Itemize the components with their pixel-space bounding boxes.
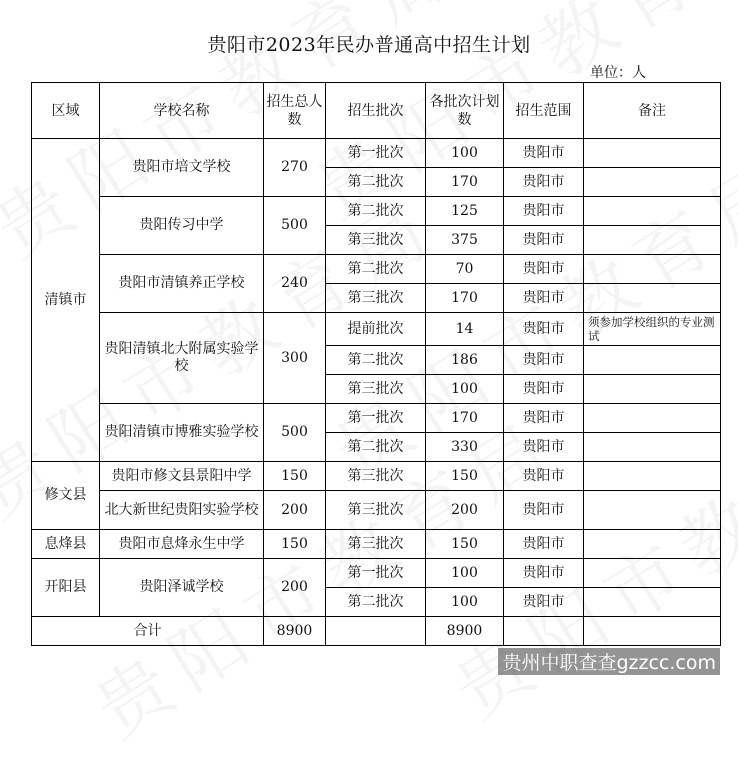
plan-cell: 170	[426, 404, 504, 433]
batch-cell: 第一批次	[326, 404, 426, 433]
batch-cell: 第二批次	[326, 197, 426, 226]
total-cell: 300	[264, 313, 326, 404]
scope-cell: 贵阳市	[504, 462, 584, 491]
total-cell: 500	[264, 197, 326, 255]
table-row	[32, 197, 721, 226]
scope-cell: 贵阳市	[504, 313, 584, 346]
plan-cell: 100	[426, 375, 504, 404]
batch-cell: 第一批次	[326, 139, 426, 168]
total-scope-empty	[504, 617, 584, 646]
table-row	[32, 255, 721, 284]
scope-cell: 贵阳市	[504, 139, 584, 168]
scope-cell: 贵阳市	[504, 491, 584, 530]
header-region: 区域	[32, 83, 100, 139]
scope-cell: 贵阳市	[504, 284, 584, 313]
remark-cell	[584, 197, 721, 226]
batch-cell: 第二批次	[326, 346, 426, 375]
plan-cell: 186	[426, 346, 504, 375]
batch-cell: 第二批次	[326, 433, 426, 462]
page-title: 贵阳市2023年民办普通高中招生计划	[207, 34, 531, 56]
scope-cell: 贵阳市	[504, 168, 584, 197]
scope-cell: 贵阳市	[504, 197, 584, 226]
total-remark-empty	[584, 617, 721, 646]
remark-cell	[584, 433, 721, 462]
scope-cell: 贵阳市	[504, 559, 584, 588]
plan-cell: 170	[426, 168, 504, 197]
table-row	[32, 559, 721, 588]
grand-total: 8900	[264, 617, 326, 646]
school-cell: 贵阳清镇北大附属实验学校	[100, 313, 264, 404]
remark-cell	[584, 346, 721, 375]
table-row	[32, 313, 721, 346]
remark-cell: 须参加学校组织的专业测试	[584, 313, 721, 346]
school-cell: 北大新世纪贵阳实验学校	[100, 491, 264, 530]
region-cell: 修文县	[32, 462, 100, 530]
scope-cell: 贵阳市	[504, 404, 584, 433]
total-cell: 500	[264, 404, 326, 462]
batch-cell: 第二批次	[326, 168, 426, 197]
batch-cell: 第一批次	[326, 559, 426, 588]
batch-cell: 第三批次	[326, 226, 426, 255]
school-cell: 贵阳市培文学校	[100, 139, 264, 197]
remark-cell	[584, 168, 721, 197]
header-remark: 备注	[584, 83, 721, 139]
total-cell: 200	[264, 491, 326, 530]
batch-cell: 第三批次	[326, 491, 426, 530]
table-row	[32, 404, 721, 433]
remark-cell	[584, 284, 721, 313]
school-cell: 贵阳市修文县景阳中学	[100, 462, 264, 491]
region-cell: 开阳县	[32, 559, 100, 617]
plan-cell: 150	[426, 462, 504, 491]
scope-cell: 贵阳市	[504, 530, 584, 559]
plan-cell: 170	[426, 284, 504, 313]
remark-cell	[584, 530, 721, 559]
table-row	[32, 530, 721, 559]
remark-cell	[584, 255, 721, 284]
scope-cell: 贵阳市	[504, 255, 584, 284]
scope-cell: 贵阳市	[504, 588, 584, 617]
plan-cell: 100	[426, 139, 504, 168]
scope-cell: 贵阳市	[504, 226, 584, 255]
remark-cell	[584, 226, 721, 255]
total-row	[32, 617, 721, 646]
header-scope: 招生范围	[504, 83, 584, 139]
school-cell: 贵阳清镇市博雅实验学校	[100, 404, 264, 462]
school-cell: 贵阳市息烽永生中学	[100, 530, 264, 559]
header-batch-plan: 各批次计划数	[426, 83, 504, 139]
school-cell: 贵阳泽诚学校	[100, 559, 264, 617]
remark-cell	[584, 139, 721, 168]
remark-cell	[584, 462, 721, 491]
header-batch: 招生批次	[326, 83, 426, 139]
plan-cell: 150	[426, 530, 504, 559]
total-cell: 150	[264, 462, 326, 491]
table-row	[32, 462, 721, 491]
scope-cell: 贵阳市	[504, 433, 584, 462]
header-total: 招生总人数	[264, 83, 326, 139]
scope-cell: 贵阳市	[504, 375, 584, 404]
batch-cell: 第二批次	[326, 255, 426, 284]
plan-cell: 70	[426, 255, 504, 284]
batch-cell: 第三批次	[326, 462, 426, 491]
plan-cell: 14	[426, 313, 504, 346]
table-row	[32, 139, 721, 168]
plan-cell: 200	[426, 491, 504, 530]
school-cell: 贵阳传习中学	[100, 197, 264, 255]
table-header-row	[32, 83, 721, 139]
remark-cell	[584, 491, 721, 530]
remark-cell	[584, 559, 721, 588]
scope-cell: 贵阳市	[504, 346, 584, 375]
total-batch-empty	[326, 617, 426, 646]
enrollment-plan-table	[31, 82, 721, 646]
table-row	[32, 491, 721, 530]
plan-cell: 375	[426, 226, 504, 255]
plan-cell: 100	[426, 559, 504, 588]
remark-cell	[584, 404, 721, 433]
remark-cell	[584, 588, 721, 617]
site-watermark: 贵州中职查查gzzcc.com	[498, 648, 720, 675]
plan-cell: 100	[426, 588, 504, 617]
unit-label: 单位：人	[590, 65, 646, 81]
total-label: 合计	[32, 617, 264, 646]
total-cell: 270	[264, 139, 326, 197]
total-cell: 150	[264, 530, 326, 559]
grand-plan-total: 8900	[426, 617, 504, 646]
batch-cell: 提前批次	[326, 313, 426, 346]
batch-cell: 第三批次	[326, 375, 426, 404]
remark-cell	[584, 375, 721, 404]
total-cell: 200	[264, 559, 326, 617]
header-school: 学校名称	[100, 83, 264, 139]
school-cell: 贵阳市清镇养正学校	[100, 255, 264, 313]
batch-cell: 第二批次	[326, 588, 426, 617]
region-cell: 息烽县	[32, 530, 100, 559]
plan-cell: 330	[426, 433, 504, 462]
batch-cell: 第三批次	[326, 530, 426, 559]
region-cell: 清镇市	[32, 139, 100, 462]
plan-cell: 125	[426, 197, 504, 226]
batch-cell: 第三批次	[326, 284, 426, 313]
total-cell: 240	[264, 255, 326, 313]
